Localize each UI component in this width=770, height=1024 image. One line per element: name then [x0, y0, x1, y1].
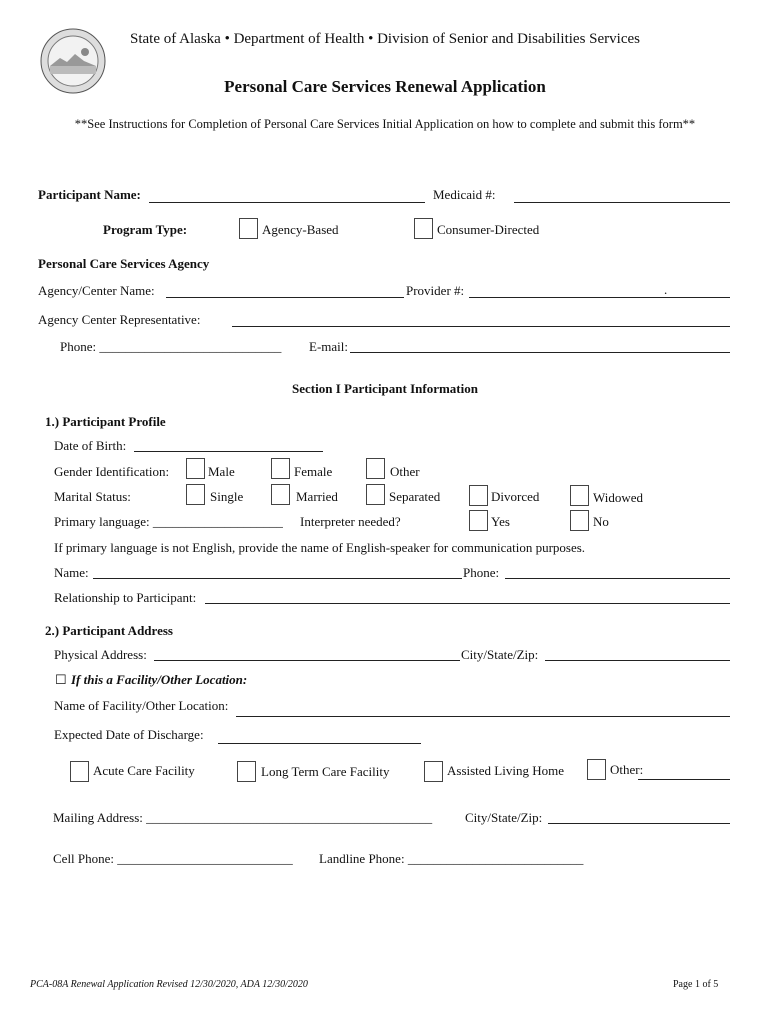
agency-center-name-label: Agency/Center Name: — [38, 283, 155, 298]
agency-based-label: Agency-Based — [262, 222, 339, 237]
agency-line: State of Alaska • Department of Health • Division of Senior and Disabilities Services — [130, 31, 640, 47]
gender-female-checkbox[interactable] — [271, 458, 290, 479]
other-facility-checkbox[interactable] — [587, 759, 606, 780]
participant-profile-heading: 1.) Participant Profile — [45, 414, 166, 429]
provider-label: Provider #: — [406, 283, 465, 298]
participant-address-heading: 2.) Participant Address — [45, 623, 173, 638]
participant-name-field[interactable] — [149, 202, 425, 203]
facility-name-field[interactable] — [236, 716, 730, 717]
agency-representative-field[interactable] — [232, 326, 730, 327]
interpreter-no-checkbox[interactable] — [570, 510, 589, 531]
marital-married-checkbox[interactable] — [271, 484, 290, 505]
section-one-heading: Section I Participant Information — [292, 381, 478, 396]
mailing-city-state-zip-label: City/State/Zip: — [465, 810, 543, 825]
gender-male-label: Male — [208, 464, 235, 479]
interpreter-yes-checkbox[interactable] — [469, 510, 488, 531]
page-number: Page 1 of 5 — [673, 979, 719, 990]
marital-married-label: Married — [296, 489, 338, 504]
agency-email-field[interactable] — [350, 352, 730, 353]
facility-label: If this a Facility/Other Location: — [71, 672, 248, 687]
assisted-living-checkbox[interactable] — [424, 761, 443, 782]
interpreter-label: Interpreter needed? — [300, 514, 401, 529]
dob-field[interactable] — [134, 451, 323, 452]
agency-phone-label: Phone: ____________________________ — [60, 339, 282, 354]
landline-phone-label: Landline Phone: ___________________________ — [319, 851, 584, 866]
marital-widowed-label: Widowed — [593, 490, 644, 505]
long-term-care-checkbox[interactable] — [237, 761, 256, 782]
medicaid-label: Medicaid #: — [433, 187, 496, 202]
medicaid-field[interactable] — [514, 202, 730, 203]
mailing-address-label: Mailing Address: ____________________________________________ — [53, 810, 433, 825]
consumer-directed-checkbox[interactable] — [414, 218, 433, 239]
cell-phone-label: Cell Phone: ___________________________ — [53, 851, 293, 866]
interpreter-no-label: No — [593, 514, 609, 529]
agency-center-name-field[interactable] — [166, 297, 404, 298]
gender-other-checkbox[interactable] — [366, 458, 385, 479]
dob-label: Date of Birth: — [54, 438, 127, 453]
marital-divorced-checkbox[interactable] — [469, 485, 488, 506]
agency-heading: Personal Care Services Agency — [38, 256, 210, 271]
contact-phone-field[interactable] — [505, 578, 730, 579]
agency-based-checkbox[interactable] — [239, 218, 258, 239]
marital-status-label: Marital Status: — [54, 489, 131, 504]
form-id-footer: PCA-08A Renewal Application Revised 12/30/2020, ADA 12/30/2020 — [30, 979, 308, 990]
assisted-living-label: Assisted Living Home — [447, 763, 564, 778]
marital-divorced-label: Divorced — [491, 489, 540, 504]
other-facility-label: Other: — [610, 762, 644, 777]
physical-address-label: Physical Address: — [54, 647, 147, 662]
marital-widowed-checkbox[interactable] — [570, 485, 589, 506]
gender-label: Gender Identification: — [54, 464, 170, 479]
marital-separated-checkbox[interactable] — [366, 484, 385, 505]
marital-single-label: Single — [210, 489, 244, 504]
participant-name-label: Participant Name: — [38, 187, 141, 202]
gender-other-label: Other — [390, 464, 420, 479]
gender-male-checkbox[interactable] — [186, 458, 205, 479]
facility-checkbox[interactable]: ☐ — [55, 672, 67, 687]
primary-language-label: Primary language: ____________________ — [54, 514, 283, 529]
form-title: Personal Care Services Renewal Application — [224, 77, 546, 96]
instructions-note: **See Instructions for Completion of Personal Care Services Initial Application on how to complete and submit this form** — [74, 117, 696, 131]
other-facility-field[interactable] — [638, 779, 730, 780]
long-term-care-label: Long Term Care Facility — [261, 764, 390, 779]
relationship-field[interactable] — [205, 603, 730, 604]
gender-female-label: Female — [294, 464, 333, 479]
discharge-date-label: Expected Date of Discharge: — [54, 727, 204, 742]
relationship-label: Relationship to Participant: — [54, 590, 197, 605]
acute-care-checkbox[interactable] — [70, 761, 89, 782]
program-type-label: Program Type: — [103, 222, 188, 237]
english-speaker-note: If primary language is not English, provide the name of English-speaker for communication purposes. — [54, 540, 586, 555]
contact-name-label: Name: — [54, 565, 89, 580]
agency-representative-label: Agency Center Representative: — [38, 312, 201, 327]
discharge-date-field[interactable] — [218, 743, 421, 744]
interpreter-yes-label: Yes — [491, 514, 510, 529]
physical-city-state-zip-field[interactable] — [545, 660, 730, 661]
agency-email-label: E-mail: — [309, 339, 348, 354]
physical-city-state-zip-label: City/State/Zip: — [461, 647, 539, 662]
provider-field[interactable] — [469, 297, 730, 298]
acute-care-label: Acute Care Facility — [93, 763, 195, 778]
provider-dot: . — [664, 282, 668, 297]
marital-single-checkbox[interactable] — [186, 484, 205, 505]
consumer-directed-label: Consumer-Directed — [437, 222, 540, 237]
mailing-city-state-zip-field[interactable] — [548, 823, 730, 824]
physical-address-field[interactable] — [154, 660, 460, 661]
contact-name-field[interactable] — [93, 578, 462, 579]
contact-phone-label: Phone: — [463, 565, 500, 580]
marital-separated-label: Separated — [389, 489, 441, 504]
facility-name-label: Name of Facility/Other Location: — [54, 698, 229, 713]
